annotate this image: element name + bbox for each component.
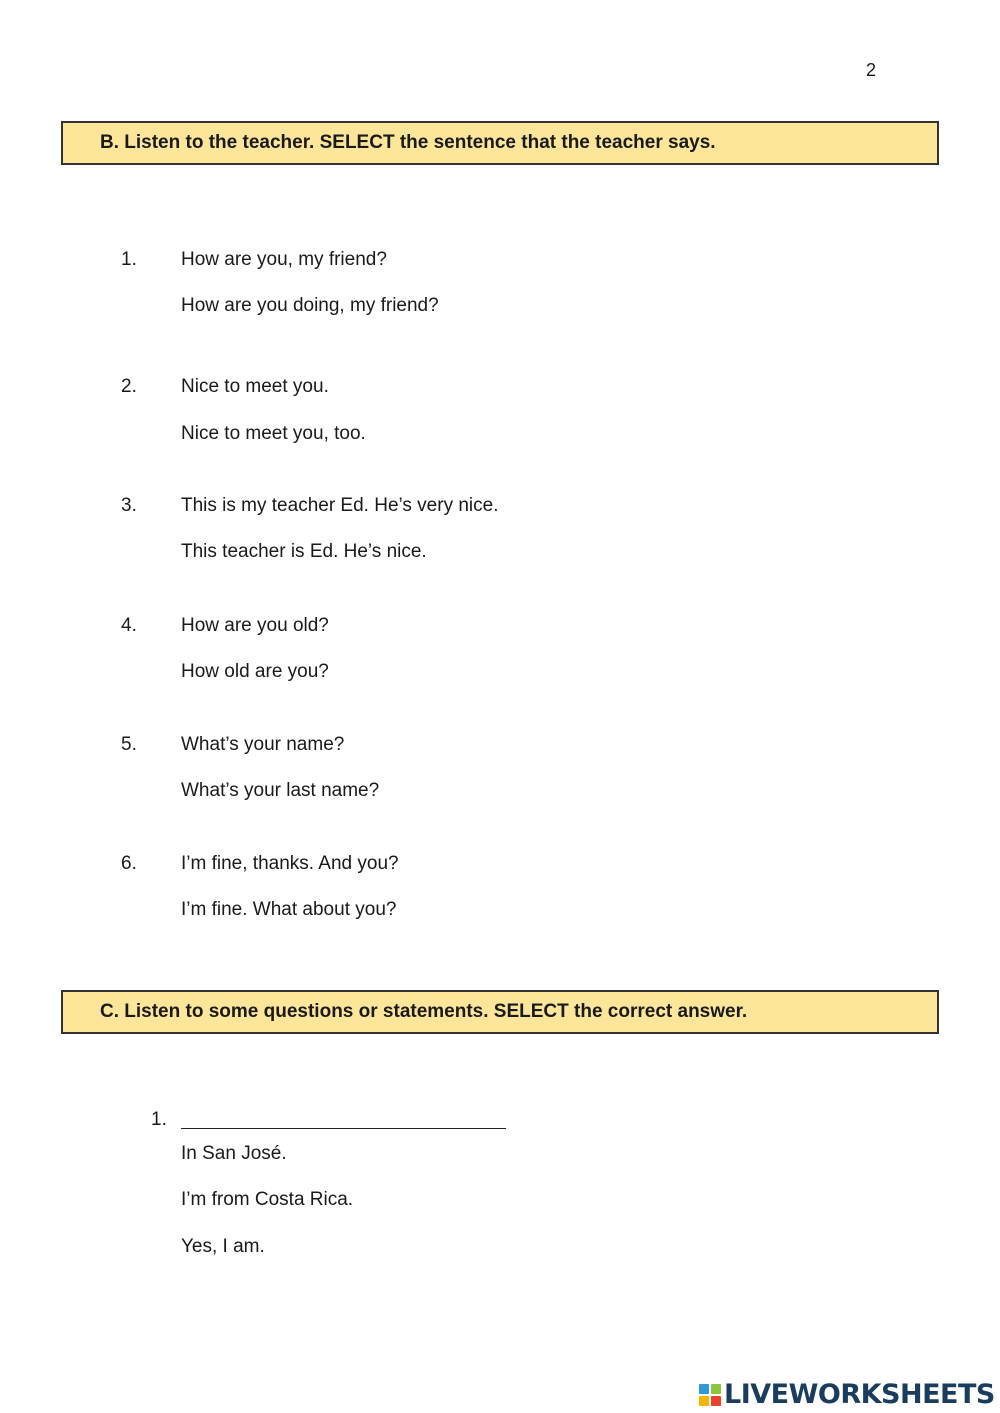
question-number: 5. — [121, 734, 137, 755]
section-c-banner — [61, 990, 939, 1034]
question-number: 4. — [121, 615, 137, 636]
answer-option[interactable]: I’m from Costa Rica. — [181, 1189, 354, 1210]
answer-option[interactable]: How old are you? — [181, 661, 329, 682]
section-b-banner — [61, 121, 939, 165]
question-number: 1. — [151, 1109, 167, 1130]
question-number: 3. — [121, 495, 137, 516]
section-c-title: C. Listen to some questions or statements. SELECT the correct answer. — [100, 1001, 748, 1022]
liveworksheets-logo — [698, 1377, 995, 1411]
answer-option[interactable]: This teacher is Ed. He’s nice. — [181, 541, 427, 562]
section-b-title: B. Listen to the teacher. SELECT the sentence that the teacher says. — [100, 132, 716, 153]
answer-blank-line[interactable] — [181, 1128, 506, 1129]
answer-option[interactable]: This is my teacher Ed. He’s very nice. — [181, 495, 499, 516]
question-number: 6. — [121, 853, 137, 874]
answer-option[interactable]: What’s your name? — [181, 734, 345, 755]
answer-option[interactable]: Nice to meet you. — [181, 376, 329, 397]
logo-mark-icon — [698, 1379, 722, 1409]
question-number: 1. — [121, 249, 137, 270]
answer-option[interactable]: What’s your last name? — [181, 780, 380, 801]
answer-option[interactable]: How are you doing, my friend? — [181, 295, 439, 316]
answer-option[interactable]: How are you, my friend? — [181, 249, 387, 270]
page-number: 2 — [866, 60, 877, 80]
logo-text: LIVEWORKSHEETS — [724, 1378, 995, 1410]
answer-option[interactable]: In San José. — [181, 1143, 287, 1164]
answer-option[interactable]: How are you old? — [181, 615, 329, 636]
answer-option[interactable]: Yes, I am. — [181, 1236, 265, 1257]
answer-option[interactable]: I’m fine. What about you? — [181, 899, 397, 920]
answer-option[interactable]: Nice to meet you, too. — [181, 423, 366, 444]
question-number: 2. — [121, 376, 137, 397]
answer-option[interactable]: I’m fine, thanks. And you? — [181, 853, 399, 874]
